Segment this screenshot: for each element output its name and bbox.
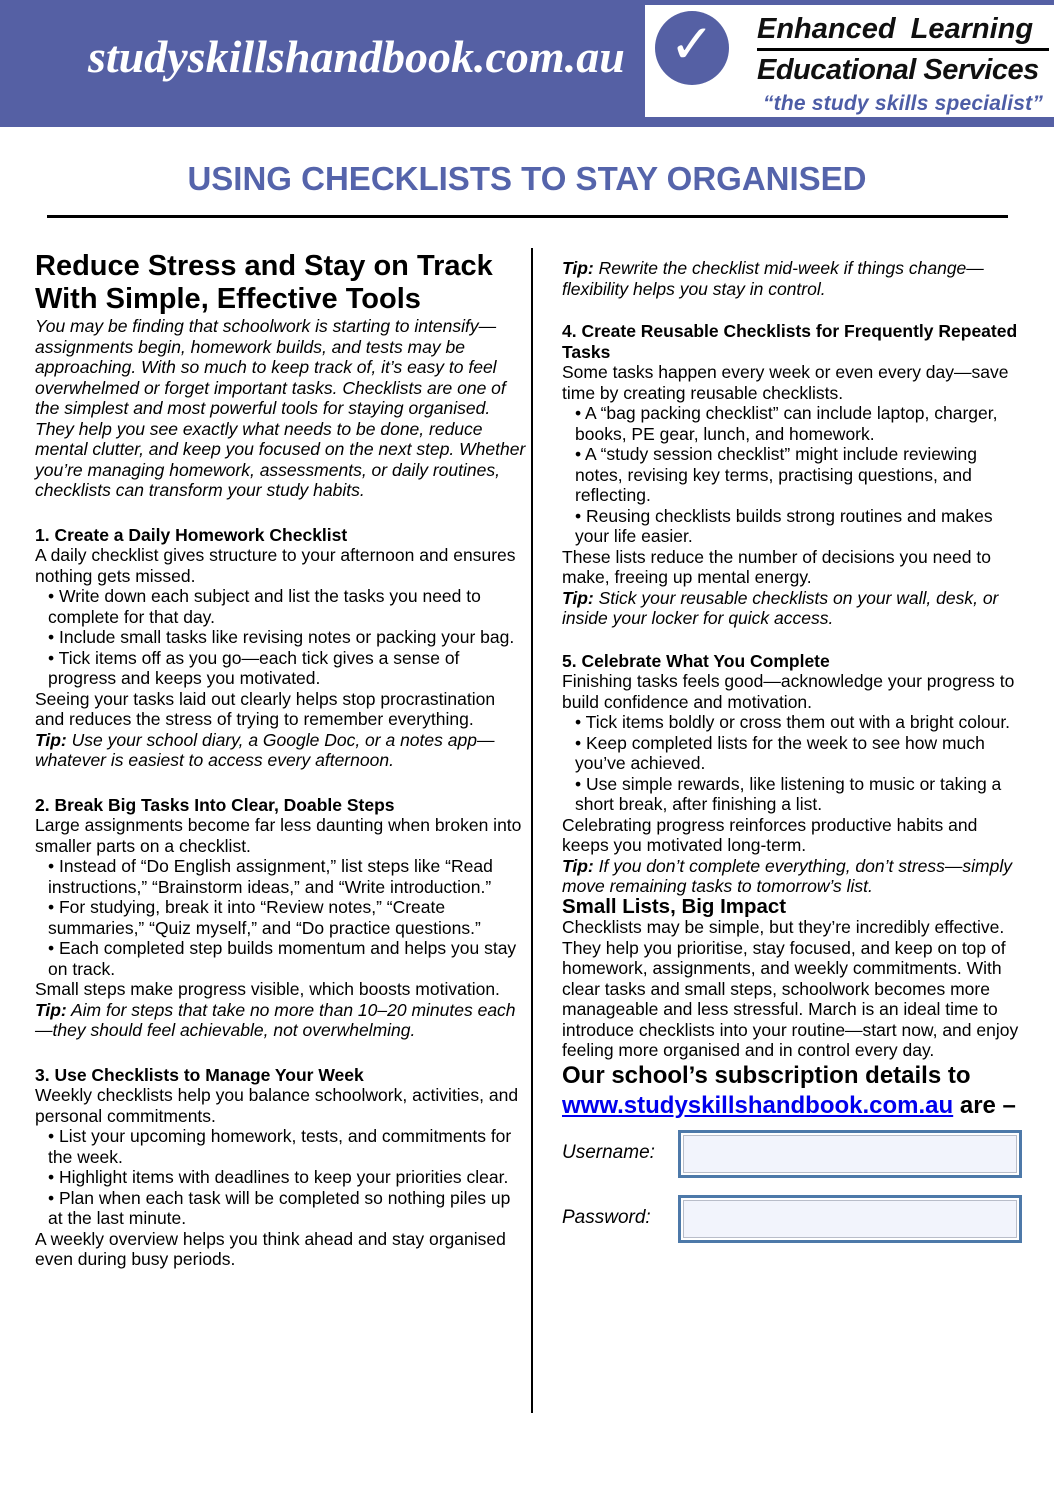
bullet-item: • Reusing checklists builds strong routines and makes your life easier. (575, 505, 993, 546)
logo-tagline: “the study skills specialist” (762, 92, 1044, 115)
tip-label: Tip: (35, 729, 67, 750)
subscription-heading (562, 1061, 1024, 1121)
article-heading: Reduce Stress and Stay on Track With Simple, Effective Tools (35, 250, 493, 315)
column-divider (531, 248, 533, 1413)
tip-text: Rewrite the checklist mid-week if things change—flexibility helps you stay in control. (562, 258, 984, 299)
bullet-item: • Instead of “Do English assignment,” list steps like “Read instructions,” “Brainstorm ideas,” and “Write introduction.” (48, 856, 493, 897)
section-outro: These lists reduce the number of decisions you need to make, freeing up mental energy. (562, 546, 991, 587)
password-input-frame (678, 1195, 1022, 1243)
tip-text: Stick your reusable checklists on your wall, desk, or inside your locker for quick access. (562, 587, 999, 628)
section-title: 2. Break Big Tasks Into Clear, Doable Steps (35, 794, 395, 815)
section-1 (35, 525, 527, 771)
logo (645, 5, 1054, 117)
impact-paragraph: Checklists may be simple, but they’re incredibly effective. They help you prioritise, stay focused, and keep on top of homework, assignments, and weekly commitments. With clear tasks and small steps, schoolwork becomes more manageable and less stressful. March is an ideal time to introduce checklists into your routine—start now, and enjoy feeling more organised and in control every day. (562, 917, 1019, 1060)
bullet-item: • Each completed step builds momentum and helps you stay on track. (48, 938, 517, 979)
password-row (562, 1195, 1024, 1243)
logo-circle (655, 11, 729, 85)
section-4 (562, 321, 1024, 629)
bullet-item: • Tick items boldly or cross them out with a bright colour. (575, 712, 1011, 732)
bullet-item: • List your upcoming homework, tests, and commitments for the week. (48, 1126, 512, 1167)
logo-line2: Educational Services (757, 54, 1039, 86)
carryover-tip (562, 258, 1024, 299)
bullet-item: • For studying, break it into “Review notes,” “Create summaries,” “Quiz myself,” and “Do practice questions.” (48, 897, 481, 938)
checkmark-icon: ✓ (669, 12, 715, 76)
section-lead: Some tasks happen every week or even every day—save time by creating reusable checklists. (562, 362, 1009, 403)
impact-heading: Small Lists, Big Impact (562, 894, 787, 918)
section-lead: Weekly checklists help you balance schoolwork, activities, and personal commitments. (35, 1085, 519, 1126)
section-outro: Seeing your tasks laid out clearly helps stop procrastination and reduces the stress of trying to remember everything. (35, 688, 496, 729)
tip-label: Tip: (35, 999, 67, 1020)
section-3 (35, 1065, 527, 1270)
section-tip (35, 730, 527, 771)
password-label: Password: (562, 1207, 651, 1229)
section-5 (562, 651, 1024, 897)
logo-line1: Enhanced Learning (757, 13, 1049, 51)
bullet-item: • Use simple rewards, like listening to music or taking a short break, after finishing a list. (575, 773, 1002, 814)
username-input-frame (678, 1130, 1022, 1178)
tip-text: Use your school diary, a Google Doc, or a notes app—whatever is easiest to access every afternoon. (35, 729, 495, 770)
logo-text (757, 13, 1049, 116)
section-2 (35, 795, 527, 1041)
section-outro: Small steps make progress visible, which boosts motivation. (35, 979, 500, 999)
subscription-text-after: are – (953, 1091, 1016, 1119)
bullet-item: • Include small tasks like revising notes or packing your bag. (48, 627, 515, 647)
username-input[interactable] (683, 1135, 1017, 1173)
section-tip (562, 856, 1024, 897)
title-rule (47, 215, 1008, 218)
section-outro: A weekly overview helps you think ahead and stay organised even during busy periods. (35, 1228, 506, 1269)
site-name: studyskillshandbook.com.au (88, 31, 625, 82)
subscription-text-before: Our school’s subscription details to (562, 1061, 971, 1089)
section-title: 3. Use Checklists to Manage Your Week (35, 1064, 364, 1085)
bullet-item: • Plan when each task will be completed so nothing piles up at the last minute. (48, 1187, 511, 1228)
bullet-item: • Highlight items with deadlines to keep your priorities clear. (48, 1167, 509, 1187)
section-tip (35, 1000, 527, 1041)
password-input[interactable] (683, 1200, 1017, 1238)
section-title: 1. Create a Daily Homework Checklist (35, 524, 348, 545)
section-tip (562, 588, 1024, 629)
bullet-item: • Tick items off as you go—each tick gives a sense of progress and keeps you motivated. (48, 647, 460, 688)
tip-label: Tip: (562, 855, 594, 876)
intro-paragraph: You may be finding that schoolwork is starting to intensify—assignments begin, homework builds, and tests may be approaching. With so much to keep track of, it’s easy to feel overwhelmed or forget important tasks. Checklists are one of the simplest and most powerful tools for staying organised. They help you see exactly what needs to be done, reduce mental clutter, and keep you focused on the next step. Whether you’re managing homework, assessments, or daily routines, checklists can transform your study habits. (35, 316, 526, 500)
tip-label: Tip: (562, 258, 594, 278)
username-label: Username: (562, 1142, 655, 1164)
header-band (0, 0, 1054, 127)
tip-label: Tip: (562, 587, 594, 608)
left-column (35, 250, 527, 1270)
section-outro: Celebrating progress reinforces productive habits and keeps you motivated long-term. (562, 814, 978, 855)
bullet-item: • A “study session checklist” might include reviewing notes, revising key terms, practising questions, and reflecting. (575, 444, 977, 505)
right-column (562, 258, 1024, 1243)
page-title: USING CHECKLISTS TO STAY ORGANISED (187, 160, 867, 197)
section-title: 4. Create Reusable Checklists for Frequently Repeated Tasks (562, 321, 1018, 362)
section-title: 5. Celebrate What You Complete (562, 650, 830, 671)
studyskillshandbook-link[interactable]: www.studyskillshandbook.com.au (562, 1091, 954, 1119)
tip-text: If you don’t complete everything, don’t stress—simply move remaining tasks to tomorrow’s list. (562, 855, 1013, 896)
tip-text: Aim for steps that take no more than 10–20 minutes each—they should feel achievable, not overwhelming. (35, 999, 516, 1040)
username-row (562, 1130, 1024, 1178)
section-lead: Finishing tasks feels good—acknowledge your progress to build confidence and motivation. (562, 671, 1015, 712)
bullet-item: • Keep completed lists for the week to see how much you’ve achieved. (575, 732, 985, 773)
bullet-item: • A “bag packing checklist” can include laptop, charger, books, PE gear, lunch, and homework. (575, 403, 998, 444)
section-lead: Large assignments become far less daunting when broken into smaller parts on a checklist. (35, 815, 522, 856)
bullet-item: • Write down each subject and list the tasks you need to complete for that day. (48, 586, 481, 627)
section-lead: A daily checklist gives structure to your afternoon and ensures nothing gets missed. (35, 545, 516, 586)
